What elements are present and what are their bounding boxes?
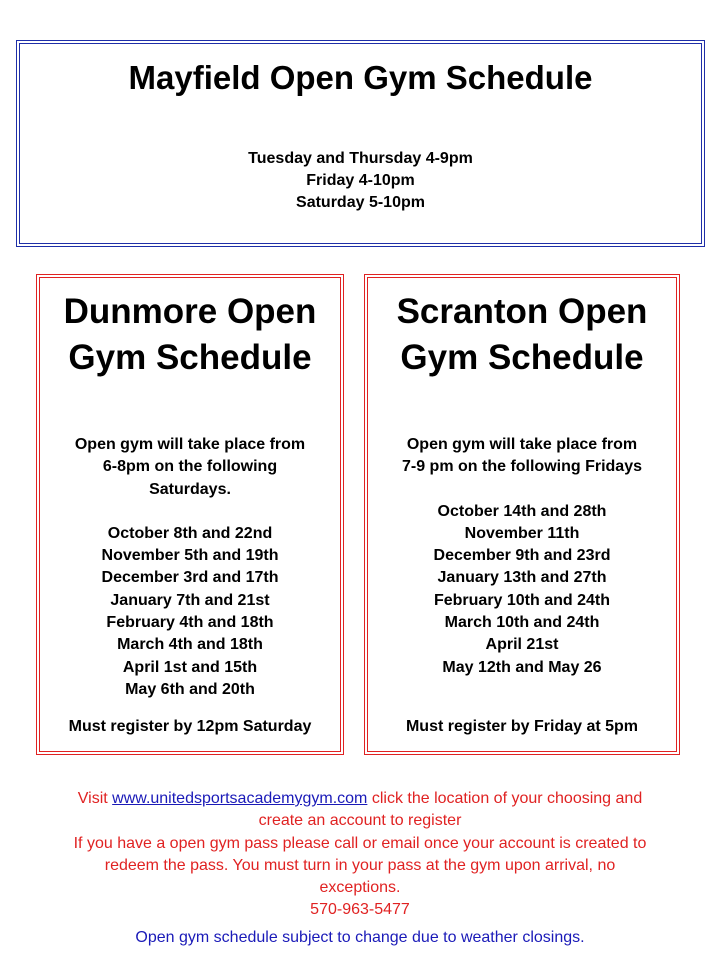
dunmore-title-line: Gym Schedule — [68, 338, 312, 377]
dunmore-date: October 8th and 22nd — [107, 524, 273, 542]
registration-notes — [0, 788, 720, 922]
phone-number: 570-963-5477 — [310, 901, 410, 919]
dunmore-dates — [40, 523, 340, 701]
mayfield-schedule-box — [16, 40, 705, 247]
scranton-intro — [368, 434, 676, 479]
scranton-date: May 12th and May 26 — [442, 658, 602, 676]
scranton-date: February 10th and 24th — [433, 591, 611, 609]
dunmore-schedule-box — [36, 274, 344, 755]
dunmore-date: December 3rd and 17th — [101, 569, 279, 587]
scranton-date: April 21st — [485, 636, 559, 654]
pass-line-1: If you have a open gym pass please call or email once your account is created to — [73, 834, 647, 852]
scranton-date: October 14th and 28th — [437, 502, 607, 520]
dunmore-date: May 6th and 20th — [125, 680, 255, 698]
scranton-register-note: Must register by Friday at 5pm — [405, 718, 639, 735]
mayfield-title: Mayfield Open Gym Schedule — [128, 59, 593, 96]
scranton-date: January 13th and 27th — [437, 569, 607, 587]
scranton-date: March 10th and 24th — [444, 614, 600, 632]
scranton-title-line: Gym Schedule — [400, 338, 644, 377]
mayfield-hours-line: Saturday 5-10pm — [296, 194, 425, 211]
dunmore-intro — [40, 434, 340, 501]
dunmore-date: February 4th and 18th — [106, 614, 274, 632]
scranton-intro-line: 7-9 pm on the following Fridays — [401, 458, 642, 476]
weather-disclaimer: Open gym schedule subject to change due to weather closings. — [135, 929, 585, 946]
dunmore-date: November 5th and 19th — [101, 547, 279, 565]
dunmore-date: March 4th and 18th — [117, 636, 263, 654]
dunmore-title-line: Dunmore Open — [63, 292, 317, 331]
mayfield-hours — [20, 148, 701, 214]
mayfield-hours-line: Friday 4-10pm — [306, 172, 415, 189]
visit-prefix: Visit — [77, 790, 108, 807]
dunmore-intro-line: 6-8pm on the following — [102, 458, 278, 476]
scranton-title-line: Scranton Open — [396, 292, 648, 331]
scranton-date: December 9th and 23rd — [433, 547, 611, 565]
dunmore-intro-line: Open gym will take place from — [74, 436, 306, 453]
dunmore-date: April 1st and 15th — [122, 658, 258, 676]
mayfield-hours-line: Tuesday and Thursday 4-9pm — [248, 150, 473, 167]
pass-line-3: exceptions. — [319, 879, 401, 897]
scranton-date: November 11th — [464, 524, 580, 542]
scranton-title — [368, 289, 676, 381]
website-link[interactable]: www.unitedsportsacademygym.com — [112, 790, 368, 807]
pass-line-2: redeem the pass. You must turn in your pass at the gym upon arrival, no — [104, 856, 616, 874]
scranton-schedule-box — [364, 274, 680, 755]
dunmore-title — [40, 289, 340, 381]
dunmore-date: January 7th and 21st — [110, 591, 270, 609]
scranton-intro-line: Open gym will take place from — [406, 436, 638, 453]
scranton-dates — [368, 501, 676, 679]
visit-suffix: click the location of your choosing and — [371, 790, 643, 807]
visit-line-2: create an account to register — [258, 812, 462, 830]
dunmore-register-note: Must register by 12pm Saturday — [68, 718, 312, 735]
visit-line — [0, 788, 720, 810]
dunmore-intro-line: Saturdays. — [149, 480, 231, 498]
